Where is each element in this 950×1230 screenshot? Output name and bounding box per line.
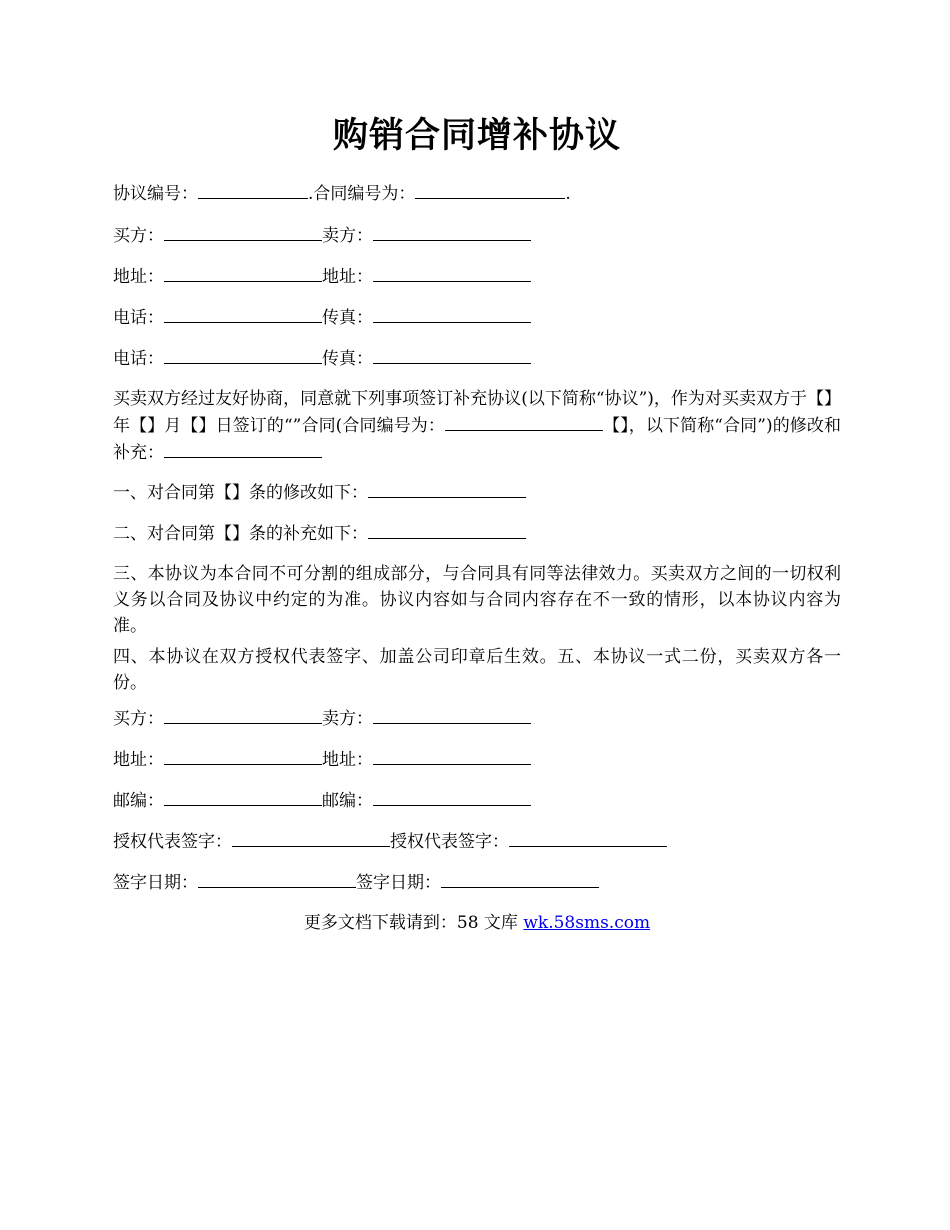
seller-sign-date-label: 签字日期： — [356, 873, 441, 893]
buyer-postcode-blank — [164, 787, 322, 806]
contract-number-blank — [445, 412, 603, 431]
seller-auth-sign-label: 授权代表签字： — [390, 832, 509, 852]
phone-label: 电话： — [113, 308, 164, 328]
buyer-address-blank — [164, 746, 322, 765]
buyer-auth-sign-label: 授权代表签字： — [113, 832, 232, 852]
phone-fax-line-1 — [113, 304, 531, 331]
clause-2 — [113, 520, 526, 547]
seller-address-label: 地址： — [322, 750, 373, 770]
contract-no-label: .合同编号为： — [308, 184, 416, 204]
buyer-auth-sign-blank — [232, 828, 390, 847]
seller-label: 卖方： — [322, 709, 373, 729]
footer-text: 更多文档下载请到：58 文库 — [303, 913, 524, 933]
seller-blank — [373, 222, 531, 241]
sign-date-line — [113, 869, 599, 896]
contract-no-blank — [415, 180, 565, 199]
intro-text-2: 【】，以下简称“合同”)的修改和补充： — [113, 416, 842, 463]
buyer-address-label: 地址： — [113, 267, 164, 287]
intro-paragraph — [113, 386, 841, 466]
seller-address-blank — [373, 746, 531, 765]
fax-label: 传真： — [322, 308, 373, 328]
clause-2-blank — [368, 520, 526, 539]
seller-auth-sign-blank — [509, 828, 667, 847]
seller-address-blank — [373, 263, 531, 282]
seller-blank — [373, 705, 531, 724]
footer — [113, 910, 841, 936]
phone-blank — [164, 345, 322, 364]
clause-4: 四、本协议在双方授权代表签字、加盖公司印章后生效。五、本协议一式二份，买卖双方各一份。 — [113, 647, 841, 693]
fax-label: 传真： — [322, 349, 373, 369]
seller-postcode-label: 邮编： — [322, 791, 373, 811]
fax-blank — [373, 345, 531, 364]
sign-buyer-seller-line — [113, 705, 531, 732]
auth-sign-line — [113, 828, 667, 855]
intro-text-1: 买卖双方经过友好协商，同意就下列事项签订补充协议(以下简称“协议”)，作为对买卖双方于【】年【】月【】日签订的“”合同(合同编号为： — [113, 389, 841, 436]
phone-fax-line-2 — [113, 345, 531, 372]
phone-blank — [164, 304, 322, 323]
document-title: 购销合同增补协议 — [332, 115, 621, 156]
buyer-address-label: 地址： — [113, 750, 164, 770]
seller-postcode-blank — [373, 787, 531, 806]
buyer-blank — [164, 705, 322, 724]
sign-address-line — [113, 746, 531, 773]
buyer-blank — [164, 222, 322, 241]
agreement-no-label: 协议编号： — [113, 184, 198, 204]
period: . — [565, 184, 571, 204]
intro-blank — [164, 439, 322, 458]
buyer-label: 买方： — [113, 709, 164, 729]
buyer-label: 买方： — [113, 226, 164, 246]
buyer-sign-date-label: 签字日期： — [113, 873, 198, 893]
agreement-no-blank — [198, 180, 308, 199]
buyer-address-blank — [164, 263, 322, 282]
clause-1-text: 一、对合同第【】条的修改如下： — [113, 483, 368, 503]
footer-link[interactable]: wk.58sms.com — [523, 913, 651, 933]
clause-1 — [113, 479, 526, 506]
seller-address-label: 地址： — [322, 267, 373, 287]
phone-label: 电话： — [113, 349, 164, 369]
seller-label: 卖方： — [322, 226, 373, 246]
buyer-postcode-label: 邮编： — [113, 791, 164, 811]
clause-3: 三、本协议为本合同不可分割的组成部分，与合同具有同等法律效力。买卖双方之间的一切权利义务以合同及协议中约定的为准。协议内容如与合同内容存在不一致的情形，以本协议内容为准。 — [113, 564, 841, 636]
seller-sign-date-blank — [441, 869, 599, 888]
agreement-number-line — [113, 180, 571, 207]
clause-1-blank — [368, 479, 526, 498]
postcode-line — [113, 787, 531, 814]
address-line — [113, 263, 531, 290]
buyer-seller-line — [113, 222, 531, 249]
fax-blank — [373, 304, 531, 323]
buyer-sign-date-blank — [198, 869, 356, 888]
clause-2-text: 二、对合同第【】条的补充如下： — [113, 524, 368, 544]
